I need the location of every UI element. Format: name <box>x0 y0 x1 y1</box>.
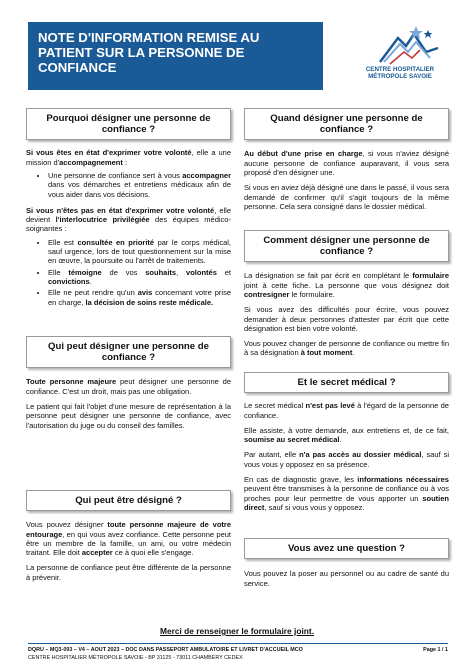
text: Vous pouvez désigner <box>26 520 108 530</box>
section-who-designates <box>26 336 231 430</box>
text: Elle assiste, à votre demande, aux entretiens et, de ce fait, <box>244 425 449 435</box>
text-bold: Si vous êtes en état d'exprimer votre volonté <box>26 148 192 158</box>
text-bold: contresigner <box>244 290 290 299</box>
paragraph <box>244 149 449 177</box>
text: : <box>122 157 128 167</box>
list-item <box>48 268 231 287</box>
text: En cas de diagnostic grave, les <box>244 474 358 484</box>
page-number: Page 1 / 1 <box>423 647 448 653</box>
list-item <box>48 171 231 199</box>
paragraph <box>244 426 449 445</box>
section-title-why: Pourquoi désigner une personne de confiance ? <box>26 108 231 140</box>
footer-ref-line <box>28 647 448 653</box>
text-bold: Si vous n'êtes pas en état d'exprimer votre volonté <box>26 205 215 215</box>
section-why <box>26 108 231 307</box>
paragraph <box>26 206 231 234</box>
section-title-question: Vous avez une question ? <box>244 538 449 559</box>
text-bold: volontés <box>186 267 217 277</box>
paragraph: Si vous en aviez déjà désigné une dans le passé, il vous sera demandé de confirmer qu'il s'agit toujours de la même personne. Cela sera consigné dans le dossier médical. <box>244 183 449 211</box>
paragraph <box>244 271 449 299</box>
text-bold: témoigne <box>68 267 102 277</box>
section-title-who-designates: Qui peut désigner une personne de confiance ? <box>26 336 231 368</box>
paragraph <box>26 377 231 396</box>
text: à l'égard de la personne de confiance. <box>244 401 449 420</box>
text-bold: soumise au secret médical <box>244 435 340 445</box>
text-bold: la décision de soins reste médicale. <box>85 297 214 307</box>
text: , elle devient <box>26 205 231 225</box>
section-question <box>244 538 449 588</box>
paragraph <box>244 450 449 469</box>
section-medical-secret <box>244 372 449 512</box>
section-who-designated <box>26 490 231 582</box>
text: La désignation se fait par écrit en complétant le <box>244 271 413 281</box>
text: le formulaire. <box>289 290 335 299</box>
section-title-medical-secret: Et le secret médical ? <box>244 372 449 393</box>
page-footer <box>28 643 448 661</box>
text: par le corps médical, sauf urgence, lors de tout questionnement sur la mise en œuvre, la poursuite ou l'arrêt de traitements. <box>48 237 231 266</box>
paragraph <box>244 401 449 420</box>
section-title-when: Quand désigner une personne de confiance ? <box>244 108 449 140</box>
text: concernant votre prise en charge, <box>48 288 231 307</box>
text: Elle ne peut rendre qu'un <box>48 288 138 298</box>
text-bold: souhaits <box>145 267 177 277</box>
form-reminder-link[interactable]: Merci de renseigner le formulaire joint. <box>159 626 315 636</box>
text-bold: Toute personne majeure <box>26 377 117 387</box>
text-bold: convictions <box>48 276 90 286</box>
paragraph <box>26 148 231 167</box>
text-bold: accompagnement <box>59 157 123 167</box>
logo-line1: CENTRE HOSPITALIER <box>365 66 435 73</box>
section-when <box>244 108 449 211</box>
paragraph: Le patient qui fait l'objet d'une mesure de représentation à la personne peut désigner une personne de confiance, avec l'autorisation du juge ou du conseil des familles. <box>26 402 231 430</box>
text-bold: n'a pas accès au dossier médical <box>299 450 422 460</box>
text: , elle a une mission d' <box>26 148 231 167</box>
text-bold: n'est pas levé <box>305 401 355 411</box>
text: Vous pouvez changer de personne de confiance ou mettre fin à sa désignation <box>244 339 449 358</box>
text-bold: accepter <box>81 548 113 558</box>
text-bold: à tout moment <box>300 348 353 358</box>
text: de vos <box>101 267 146 277</box>
logo-line2: MÉTROPOLE SAVOIE <box>368 73 432 81</box>
text-bold: toute personne majeure de votre entourage <box>26 520 232 539</box>
text: peut désigner une personne de confiance. C'est un droit, mais pas une obligation. <box>26 377 232 396</box>
text: Une personne de confiance sert à vous <box>48 171 183 180</box>
paragraph <box>244 475 449 512</box>
text-bold: informations nécessaires <box>357 474 449 484</box>
text: Le secret médical <box>244 401 306 411</box>
text: , sauf si vous vous y opposez. <box>264 502 365 512</box>
text: Elle <box>48 267 69 277</box>
text: et <box>216 267 231 277</box>
text: . <box>89 276 92 286</box>
text-bold: accompagner <box>182 171 231 180</box>
logo-mountain-icon <box>350 24 450 66</box>
text: , sauf si vous vous y opposez en sa présence. <box>244 450 449 469</box>
text: , <box>176 267 187 277</box>
text-bold: l'interlocutrice privilégiée <box>55 215 150 225</box>
paragraph <box>244 339 449 358</box>
document-title: NOTE D'INFORMATION REMISE AU PATIENT SUR LA PERSONNE DE CONFIANCE <box>38 30 260 75</box>
text: ce à quoi elle s'engage. <box>112 548 194 558</box>
text: Par autant, elle <box>244 450 300 460</box>
text: Elle est <box>48 237 78 247</box>
text: joint à cette fiche. La personne que vous désignez doit <box>244 280 449 290</box>
text-bold: consultée en priorité <box>77 237 155 247</box>
logo-text <box>350 66 450 80</box>
paragraph <box>26 520 231 557</box>
document-header <box>28 22 452 92</box>
hospital-logo <box>350 24 450 90</box>
section-title-who-designated: Qui peut être désigné ? <box>26 490 231 511</box>
text: des équipes médico-soignantes : <box>26 215 231 234</box>
text-bold: formulaire <box>412 271 449 281</box>
text: dans vos démarches et entretiens médicaux afin de vous aider dans vos décisions. <box>48 180 231 199</box>
text: , en qui vous avez confiance. Cette personne peut être un membre de la famille, un ami, ou votre médecin traitant. Elle doit <box>26 529 231 558</box>
text-bold: soutien direct <box>244 493 449 512</box>
bullet-list <box>26 171 231 199</box>
text: . <box>339 435 342 445</box>
list-item <box>48 238 231 266</box>
section-how <box>244 230 449 358</box>
text-bold: Au début d'une prise en charge <box>244 149 363 159</box>
paragraph: Si vous avez des difficultés pour écrire, vous pouvez demander à deux personnes d'attester par écrit que cette désignation est bien votre volonté. <box>244 305 449 333</box>
text: , si vous n'aviez désigné aucune personne de confiance auparavant, il vous sera proposé d'en désigner une. <box>244 149 449 177</box>
document-reference: DQRU – MQ3-093 – V4 – AOUT 2023 – DOC DANS PASSEPORT AMBULATOIRE ET LIVRET D'ACCUEIL MCO <box>28 647 303 653</box>
section-title-how: Comment désigner une personne de confiance ? <box>244 230 449 262</box>
text: . <box>352 348 355 358</box>
paragraph: La personne de confiance peut être différente de la personne à prévenir. <box>26 563 231 582</box>
list-item <box>48 288 231 307</box>
paragraph: Vous pouvez la poser au personnel ou au cadre de santé du service. <box>244 569 449 588</box>
title-banner <box>28 22 323 90</box>
footer-address: CENTRE HOSPITALIER MÉTROPOLE SAVOIE - BP 31125 - 73011 CHAMBÉRY CEDEX <box>28 655 243 661</box>
text-bold: avis <box>137 288 153 298</box>
text: peuvent être transmises à la personne de confiance ou à vos proches pour leur permettre de vous apporter un <box>244 484 449 503</box>
bullet-list <box>26 238 231 307</box>
